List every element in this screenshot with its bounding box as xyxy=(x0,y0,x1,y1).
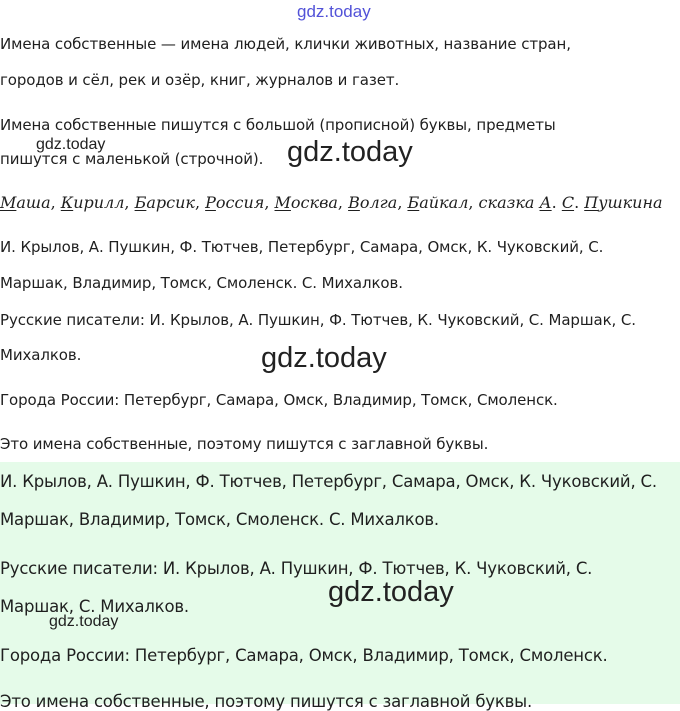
answer1-line-1: И. Крылов, А. Пушкин, Ф. Тютчев, Петербург, Самара, Омск, К. Чуковский, С. xyxy=(0,238,604,256)
name-fragment: , xyxy=(50,193,61,212)
name-fragment: , xyxy=(397,193,408,212)
name-prefix: сказка xyxy=(478,193,535,212)
rule-line-1: Имена собственные — имена людей, клички животных, название стран, xyxy=(0,35,571,53)
name-fragment: . xyxy=(574,193,585,212)
proper-names-example xyxy=(0,193,663,212)
name-fragment: арсик xyxy=(146,193,195,212)
name-fragment: К xyxy=(60,193,74,212)
answer1-line-4: Михалков. xyxy=(0,346,82,364)
name-fragment: осква xyxy=(290,193,338,212)
name-fragment: П xyxy=(584,193,599,212)
name-fragment: ирилл xyxy=(73,193,125,212)
answer1-line-5: Города России: Петербург, Самара, Омск, Владимир, Томск, Смоленск. xyxy=(0,391,558,409)
name-word xyxy=(348,193,397,212)
watermark-5: gdz.today xyxy=(49,613,119,630)
name-fragment: М xyxy=(0,193,17,212)
answer2-line-2: Маршак, Владимир, Томск, Смоленск. С. Михалков. xyxy=(0,510,439,529)
watermark-top: gdz.today xyxy=(297,2,371,21)
name-word xyxy=(407,193,468,212)
name-fragment: ушкина xyxy=(598,193,663,212)
name-fragment: олга xyxy=(359,193,398,212)
watermark-2: gdz.today xyxy=(287,136,413,168)
name-fragment: , xyxy=(337,193,349,212)
name-fragment: аша xyxy=(16,193,51,212)
name-fragment: Б xyxy=(134,193,147,212)
name-word xyxy=(61,193,125,212)
rule-line-3: Имена собственные пишутся с большой (прописной) буквы, предметы xyxy=(0,116,556,134)
name-word xyxy=(275,193,338,212)
rule-line-2: городов и сёл, рек и озёр, книг, журналов и газет. xyxy=(0,71,400,89)
name-fragment: В xyxy=(348,193,360,212)
name-fragment: М xyxy=(274,193,291,212)
answer2-line-5: Города России: Петербург, Самара, Омск, Владимир, Томск, Смоленск. xyxy=(0,646,608,665)
name-fragment: оссия xyxy=(215,193,265,212)
rule-line-4: пишутся с маленькой (строчной). xyxy=(0,150,264,168)
name-word xyxy=(135,193,195,212)
name-fragment: , xyxy=(124,193,135,212)
initial: А xyxy=(539,193,552,212)
name-word xyxy=(205,193,264,212)
answer2-line-3: Русские писатели: И. Крылов, А. Пушкин, Ф. Тютчев, К. Чуковский, С. xyxy=(0,559,593,578)
name-fragment: , xyxy=(264,193,275,212)
answer2-line-4: Маршак, С. Михалков. xyxy=(0,597,189,616)
watermark-1: gdz.today xyxy=(36,136,106,153)
answer1-line-2: Маршак, Владимир, Томск, Смоленск. С. Михалков. xyxy=(0,274,403,292)
name-fragment: , xyxy=(468,193,479,212)
watermark-4: gdz.today xyxy=(328,576,454,608)
answer2-line-1: И. Крылов, А. Пушкин, Ф. Тютчев, Петербург, Самара, Омск, К. Чуковский, С. xyxy=(0,472,657,491)
name-fragment: , xyxy=(194,193,206,212)
initial: С xyxy=(561,193,575,212)
watermark-3: gdz.today xyxy=(261,342,387,374)
name-fragment: айкал xyxy=(419,193,469,212)
name-fragment: . xyxy=(551,193,562,212)
name-word xyxy=(0,193,51,212)
answer1-line-6: Это имена собственные, поэтому пишутся с заглавной буквы. xyxy=(0,435,489,453)
name-fragment: Р xyxy=(205,193,216,212)
answer2-line-6: Это имена собственные, поэтому пишутся с заглавной буквы. xyxy=(0,692,533,711)
name-fragment: Б xyxy=(407,193,420,212)
answer1-line-3: Русские писатели: И. Крылов, А. Пушкин, Ф. Тютчев, К. Чуковский, С. Маршак, С. xyxy=(0,311,636,329)
